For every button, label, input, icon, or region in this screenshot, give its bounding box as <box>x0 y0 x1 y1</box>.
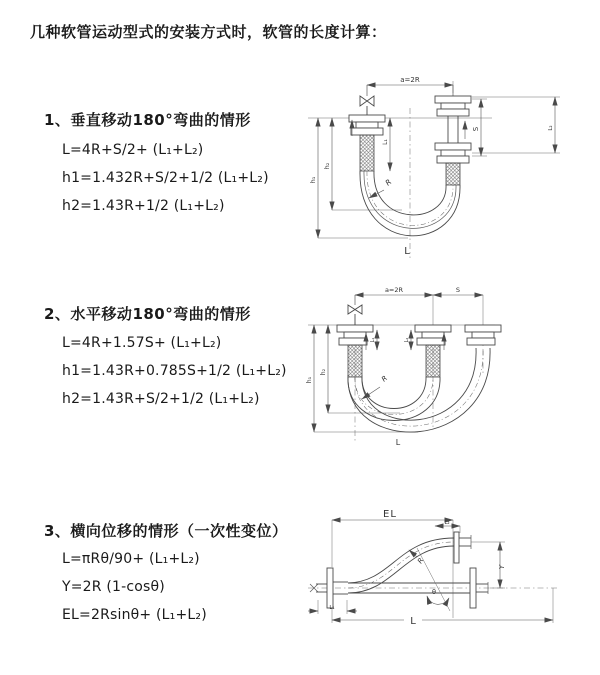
page-title: 几种软管运动型式的安装方式时，软管的长度计算： <box>30 23 387 41</box>
dim-l2 <box>404 330 411 350</box>
radius-callout <box>362 374 389 399</box>
section1-heading: 1、垂直移动180°弯曲的情形 <box>44 111 251 129</box>
left-pipe-assembly <box>316 568 348 608</box>
dim-label-l2: L₂ <box>444 520 450 526</box>
dim-label-l1: L₁ <box>329 605 335 611</box>
valve-icon <box>348 295 362 325</box>
left-pipe-assembly <box>349 115 385 171</box>
upper-pipe-assembly <box>454 532 471 563</box>
section3-formula-Y: Y=2R (1-cosθ) <box>62 579 165 595</box>
section3-formula-L: L=πRθ/90+ (L₁+L₂) <box>62 551 200 567</box>
dim-s <box>472 99 487 156</box>
dim-label-s: S <box>472 126 480 132</box>
dim-l1 <box>370 330 377 350</box>
right-pipe-assembly <box>435 85 471 185</box>
dim-s <box>433 286 483 322</box>
hose-u-bend-displaced <box>348 348 490 432</box>
dim-label-a2r: a=2R <box>384 286 404 294</box>
dim-label-l1: L₁ <box>370 337 376 343</box>
dim-a2r <box>367 76 453 93</box>
section3-formula-EL: EL=2Rsinθ+ (L₁+L₂) <box>62 607 207 623</box>
section2-formula-h2: h2=1.43R+S/2+1/2 (L₁+L₂) <box>62 391 260 407</box>
dim-label-theta: θ <box>432 588 436 596</box>
radius-callout <box>409 550 426 565</box>
dim-label-h1: h₁ <box>309 176 317 184</box>
dim-label-l: L <box>410 616 416 627</box>
section3-heading: 3、横向位移的情形（一次性变位） <box>44 522 288 540</box>
braided-hose-section <box>348 345 362 377</box>
dim-label-h1: h₁ <box>306 376 313 384</box>
dim-label-l1: L₁ <box>382 139 389 145</box>
section1-formula-L: L=4R+S/2+ (L₁+L₂) <box>62 142 204 158</box>
dim-l2 <box>435 520 460 533</box>
diagram-vertical-180-bend <box>300 66 595 266</box>
section2-formula-L: L=4R+1.57S+ (L₁+L₂) <box>62 335 222 351</box>
dim-label-l2: L₂ <box>548 125 554 131</box>
section2-formula-h1: h1=1.43R+0.785S+1/2 (L₁+L₂) <box>62 363 287 379</box>
dim-a2r <box>355 286 433 295</box>
dim-label-l2: L₂ <box>404 337 410 343</box>
dim-label-l: L <box>404 246 410 257</box>
dim-label-r: R <box>416 556 426 566</box>
dim-label-a2r: a=2R <box>400 76 420 84</box>
braided-hose-section <box>426 345 440 377</box>
middle-pipe-assembly <box>415 325 451 377</box>
dim-l1 <box>382 118 390 171</box>
dim-label-el: EL <box>383 509 397 520</box>
dim-label-l: L <box>395 438 401 447</box>
diagram-lateral-displacement <box>300 505 600 645</box>
section1-formula-h2: h2=1.43R+1/2 (L₁+L₂) <box>62 198 225 214</box>
braided-hose-section <box>446 163 460 185</box>
dim-label-h2: h₂ <box>323 162 331 170</box>
right-pipe-assembly <box>465 325 501 345</box>
angle-construction <box>417 548 450 611</box>
dim-label-y: Y <box>498 564 506 570</box>
dim-label-s: S <box>455 286 461 294</box>
valve-icon <box>360 85 374 115</box>
left-pipe-assembly <box>337 325 373 377</box>
dim-h1 <box>309 118 408 238</box>
diagram-horizontal-180-bend <box>300 280 595 455</box>
dim-l <box>332 588 553 627</box>
dim-label-r: R <box>380 374 390 384</box>
braided-hose-section <box>360 135 374 171</box>
dim-label-r: R <box>383 177 394 188</box>
section2-heading: 2、水平移动180°弯曲的情形 <box>44 305 251 323</box>
radius-callout <box>369 177 393 198</box>
dim-label-h2: h₂ <box>320 368 327 376</box>
dim-l2 <box>472 97 560 153</box>
hose-s-curve <box>348 538 454 593</box>
section1-formula-h1: h1=1.432R+S/2+1/2 (L₁+L₂) <box>62 170 269 186</box>
